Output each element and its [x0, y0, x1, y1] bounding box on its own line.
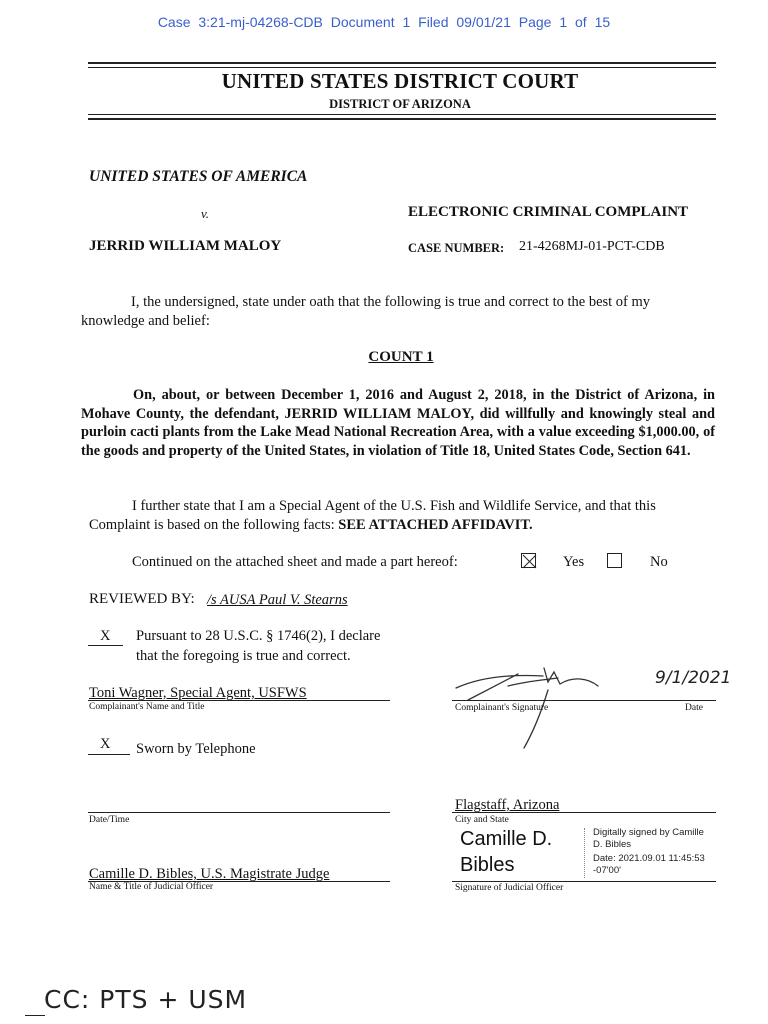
sworn-mark-line [88, 754, 130, 755]
declaration-mark-line [88, 645, 123, 646]
judge-signature-name-line-1: Camille D. [460, 828, 553, 850]
date-time-caption: Date/Time [89, 815, 130, 825]
sworn-mark: X [100, 736, 111, 752]
complainant-signature-caption: Complainant's Signature [455, 703, 549, 713]
complainant-handwritten-date: 9/1/2021 [655, 668, 732, 688]
top-rule-inner [88, 67, 716, 68]
defendant-name: JERRID WILLIAM MALOY [89, 238, 282, 254]
judge-signature-name-line-2: Bibles [460, 854, 515, 876]
digital-signature-line-2: D. Bibles [593, 839, 632, 850]
city-state-caption: City and State [455, 815, 509, 825]
case-number: 21-4268MJ-01-PCT-CDB [519, 239, 665, 254]
count-text: On, about, or between December 1, 2016 and August 2, 2018, in the District of Arizona, in Mohave County, the defendant, JERRID WILLIAM MALOY, did willfully and knowingly steal and purloin cacti plants from the Lake Mead National Recreation Area, with a value exceeding $1,000.00, of the goods and property of the United States, in violation of Title 18, United States Code, Section 641. [81, 387, 715, 459]
complainant-name-title: Toni Wagner, Special Agent, USFWS [89, 685, 307, 701]
city-state-value: Flagstaff, Arizona [455, 797, 560, 813]
digital-signature-divider [584, 828, 585, 878]
bottom-rule-outer [88, 118, 716, 120]
plaintiff-name: UNITED STATES OF AMERICA [89, 168, 308, 185]
continued-no-label: No [650, 554, 668, 570]
digital-signature-line-1: Digitally signed by Camille [593, 827, 704, 838]
sworn-label: Sworn by Telephone [136, 741, 256, 757]
case-header-stamp: Case 3:21-mj-04268-CDB Document 1 Filed 09/01/21 Page 1 of 15 [157, 14, 611, 30]
complaint-type: ELECTRONIC CRIMINAL COMPLAINT [408, 204, 689, 220]
continued-yes-checkbox[interactable] [521, 553, 536, 568]
declaration-mark: X [100, 628, 111, 644]
continued-no-checkbox[interactable] [607, 553, 622, 568]
judge-name-caption: Name & Title of Judicial Officer [89, 882, 214, 892]
top-rule-outer [88, 62, 716, 64]
bottom-rule-inner [88, 114, 716, 115]
court-title: UNITED STATES DISTRICT COURT [221, 69, 579, 93]
continued-label: Continued on the attached sheet and made a part hereof: [132, 554, 458, 570]
checkbox-x-mark-icon [522, 554, 537, 569]
reviewed-by-label: REVIEWED BY: [89, 591, 195, 607]
handwritten-cc-note: CC: PTS + USM [44, 985, 248, 1014]
reviewer-name: /s AUSA Paul V. Stearns [207, 592, 348, 608]
count-heading: COUNT 1 [368, 349, 434, 365]
court-district: DISTRICT OF ARIZONA [329, 97, 471, 111]
oath-statement: I, the undersigned, state under oath that the following is true and correct to the best of my knowledge and belief: [81, 294, 651, 329]
declaration-line-1: Pursuant to 28 U.S.C. § 1746(2), I declare [136, 628, 381, 644]
complainant-date-caption: Date [685, 703, 703, 713]
date-time-line [88, 812, 390, 813]
complainant-name-caption: Complainant's Name and Title [89, 702, 205, 712]
city-state-line [452, 812, 716, 813]
versus-label: v. [201, 206, 210, 221]
case-number-label: CASE NUMBER: [408, 241, 505, 255]
continued-yes-label: Yes [563, 554, 585, 570]
further-statement-text: I further state that I am a Special Agent of the U.S. Fish and Wildlife Service, and that this Complaint is based on the following facts: [89, 498, 656, 533]
further-statement [89, 497, 716, 534]
complainant-name-line [88, 700, 390, 701]
complainant-signature-line [452, 700, 716, 701]
judge-name-title: Camille D. Bibles, U.S. Magistrate Judge [89, 866, 330, 882]
judge-signature-line [452, 881, 716, 882]
cc-leading-line [25, 1015, 45, 1016]
declaration-line-2: that the foregoing is true and correct. [136, 648, 351, 664]
digital-signature-line-3: Date: 2021.09.01 11:45:53 [593, 853, 705, 864]
digital-signature-line-4: -07'00' [593, 865, 621, 876]
judge-signature-caption: Signature of Judicial Officer [455, 883, 564, 893]
affidavit-reference: SEE ATTACHED AFFIDAVIT. [338, 516, 533, 533]
